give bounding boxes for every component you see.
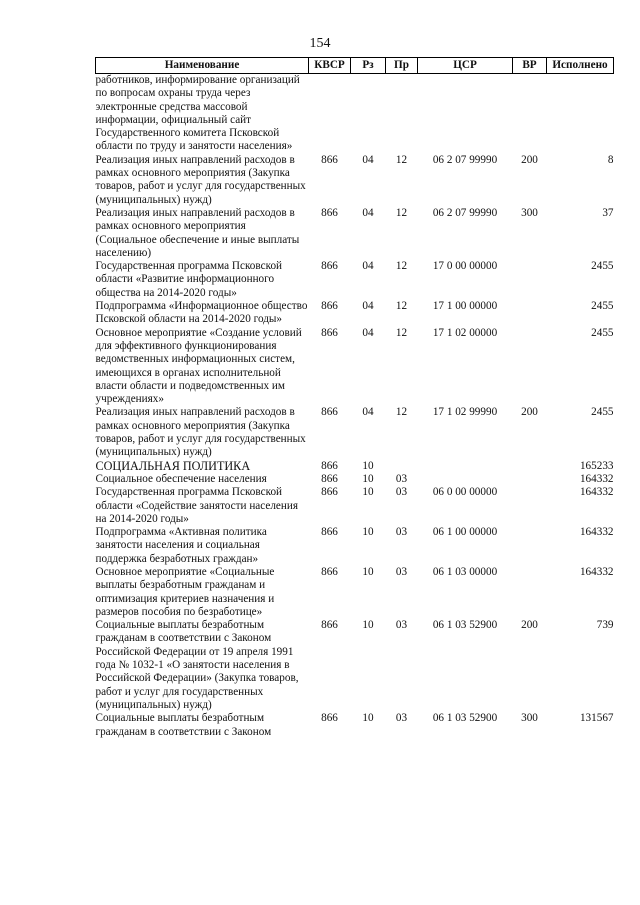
budget-table: [95, 57, 614, 739]
cell-kvsr: 866: [321, 206, 338, 219]
cell-rz: 10: [362, 619, 374, 632]
cell-rz: 10: [362, 712, 374, 725]
cell-kvsr: 866: [321, 565, 338, 578]
cell-pr: 12: [395, 406, 408, 419]
header-vr: ВР: [513, 58, 547, 74]
cell-pr: 03: [395, 619, 408, 632]
cell-name: Реализация иных направлений расходов в рамках основного мероприятия (Социальное обеспечение и иные выплаты населению): [95, 206, 300, 259]
cell-kvsr: 866: [321, 526, 338, 539]
cell-rz: 04: [362, 406, 374, 419]
table-row: [96, 260, 614, 300]
cell-pr: 03: [395, 486, 408, 499]
cell-name: Государственная программа Псковской области «Содействие занятости населения на 2014-2020 годы»: [95, 486, 299, 525]
header-csr: ЦСР: [418, 58, 513, 74]
cell-name: Реализация иных направлений расходов в рамках основного мероприятия (Закупка товаров, работ и услуг для государственных (муниципальных) нужд): [95, 406, 306, 459]
cell-csr: 06 1 03 00000: [432, 565, 498, 578]
table-row: [96, 207, 614, 260]
cell-done: [547, 74, 614, 154]
cell-vr: 300: [521, 206, 538, 219]
table-body: [96, 74, 614, 739]
table-row: [96, 473, 614, 486]
cell-kvsr: [309, 74, 351, 154]
cell-kvsr: 866: [321, 153, 338, 166]
cell-pr: 03: [395, 712, 408, 725]
cell-csr: 06 2 07 99990: [432, 153, 498, 166]
cell-csr: 17 1 02 00000: [432, 326, 498, 339]
page-number: 154: [309, 36, 331, 51]
cell-pr: 03: [395, 526, 408, 539]
cell-name: СОЦИАЛЬНАЯ ПОЛИТИКА: [95, 458, 251, 473]
cell-csr: [418, 74, 513, 154]
cell-rz: 10: [362, 459, 374, 472]
cell-rz: 10: [362, 486, 374, 499]
table-row: [96, 526, 614, 566]
cell-name: Социальные выплаты безработным гражданам в соответствии с Законом Российской Федерации от 19 апреля 1991 года № 1032-1 «О занятости населения в Российской Федерации» (Закупка товаров, работ и услуг для государственных (муниципальных) нужд): [95, 619, 299, 711]
header-done: Исполнено: [547, 58, 614, 74]
cell-done: 2455: [591, 406, 614, 419]
cell-kvsr: 866: [321, 619, 338, 632]
cell-pr: 12: [395, 260, 408, 273]
table-row: [96, 712, 614, 739]
cell-rz: 04: [362, 260, 374, 273]
table-row: [96, 566, 614, 619]
cell-rz: [351, 74, 386, 154]
cell-csr: 06 2 07 99990: [432, 206, 498, 219]
cell-vr: [513, 566, 547, 619]
cell-rz: 10: [362, 565, 374, 578]
cell-name: Подпрограмма «Активная политика занятости населения и социальная поддержка безработных граждан»: [95, 526, 267, 565]
cell-pr: 03: [395, 565, 408, 578]
table-row: [96, 406, 614, 459]
table-row: [96, 619, 614, 712]
cell-csr: 06 0 00 00000: [432, 486, 498, 499]
cell-csr: [418, 460, 513, 473]
cell-vr: [513, 460, 547, 473]
cell-kvsr: 866: [321, 406, 338, 419]
cell-vr: 200: [521, 406, 538, 419]
cell-vr: 200: [521, 619, 538, 632]
cell-kvsr: 866: [321, 712, 338, 725]
cell-pr: 12: [395, 153, 408, 166]
cell-pr: [386, 460, 418, 473]
cell-vr: [513, 526, 547, 566]
table-row: [96, 486, 614, 526]
cell-pr: [386, 74, 418, 154]
cell-done: 164332: [579, 565, 614, 578]
cell-vr: [513, 260, 547, 300]
cell-vr: [513, 300, 547, 327]
cell-pr: 12: [395, 206, 408, 219]
cell-rz: 10: [362, 472, 374, 485]
cell-kvsr: 866: [321, 300, 338, 313]
cell-name: Социальные выплаты безработным гражданам в соответствии с Законом: [95, 712, 272, 738]
cell-kvsr: 866: [321, 326, 338, 339]
cell-name: Государственная программа Псковской области «Развитие информационного общества на 2014-2020 годы»: [95, 260, 283, 299]
cell-done: 2455: [591, 300, 614, 313]
header-name: Наименование: [96, 58, 309, 74]
cell-csr: 06 1 00 00000: [432, 526, 498, 539]
cell-rz: 04: [362, 300, 374, 313]
cell-name: Подпрограмма «Информационное общество Псковской области на 2014-2020 годы»: [95, 300, 308, 326]
cell-vr: [513, 327, 547, 407]
cell-kvsr: 866: [321, 486, 338, 499]
cell-rz: 04: [362, 206, 374, 219]
cell-pr: 12: [395, 300, 408, 313]
cell-rz: 04: [362, 153, 374, 166]
cell-kvsr: 866: [321, 459, 338, 472]
cell-vr: 200: [521, 153, 538, 166]
cell-csr: 06 1 03 52900: [432, 619, 498, 632]
cell-name: Социальное обеспечение населения: [95, 472, 267, 485]
cell-csr: 17 0 00 00000: [432, 260, 498, 273]
cell-name: работников, информирование организаций по вопросам охраны труда через электронные средства массовой информации, официальный сайт Государственного комитета Псковской области по труду и занятости населения»: [95, 74, 300, 153]
cell-vr: [513, 473, 547, 486]
cell-pr: 12: [395, 326, 408, 339]
cell-done: 164332: [579, 472, 614, 485]
cell-done: 164332: [579, 526, 614, 539]
table-row: [96, 74, 614, 154]
table-header: [96, 58, 614, 74]
table-row: [96, 154, 614, 207]
cell-pr: 03: [395, 472, 408, 485]
cell-done: 2455: [591, 326, 614, 339]
cell-done: 37: [602, 206, 614, 219]
cell-vr: [513, 486, 547, 526]
cell-done: 739: [596, 619, 614, 632]
cell-csr: 17 1 00 00000: [432, 300, 498, 313]
cell-csr: 06 1 03 52900: [432, 712, 498, 725]
cell-rz: 10: [362, 526, 374, 539]
cell-name: Реализация иных направлений расходов в рамках основного мероприятия (Закупка товаров, работ и услуг для государственных (муниципальных) нужд): [95, 153, 306, 206]
header-kvsr: КВСР: [309, 58, 351, 74]
cell-csr: [418, 473, 513, 486]
cell-done: 165233: [579, 459, 614, 472]
cell-csr: 17 1 02 99990: [432, 406, 498, 419]
cell-vr: 300: [521, 712, 538, 725]
cell-done: 131567: [579, 712, 614, 725]
cell-name: Основное мероприятие «Создание условий для эффективного функционирования ведомственных информационных систем, имеющихся в органах исполнительной власти области и подведомственных им учреждениях»: [95, 326, 302, 406]
table-row: [96, 327, 614, 407]
cell-done: 2455: [591, 260, 614, 273]
cell-done: 164332: [579, 486, 614, 499]
header-rz: Рз: [351, 58, 386, 74]
table-row: [96, 460, 614, 473]
cell-vr: [513, 74, 547, 154]
cell-name: Основное мероприятие «Социальные выплаты безработным гражданам и оптимизация критериев назначения и размеров пособия по безработице»: [95, 565, 275, 618]
header-pr: Пр: [386, 58, 418, 74]
cell-done: 8: [607, 153, 614, 166]
cell-rz: 04: [362, 326, 374, 339]
cell-kvsr: 866: [321, 472, 338, 485]
table-row: [96, 300, 614, 327]
cell-kvsr: 866: [321, 260, 338, 273]
